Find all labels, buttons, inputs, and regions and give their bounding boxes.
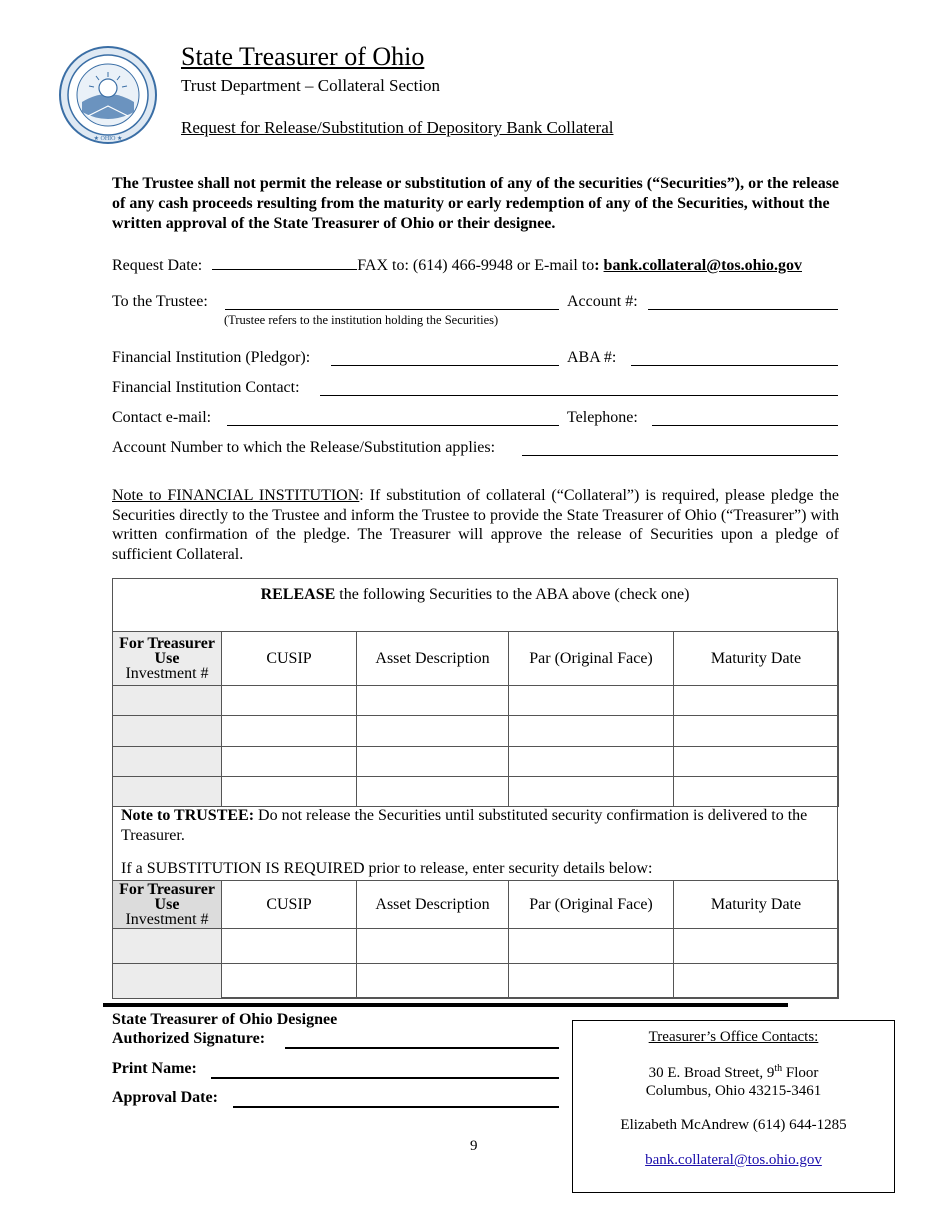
table-row	[113, 777, 839, 807]
release-bold: RELEASE	[260, 586, 336, 603]
aba-field[interactable]	[631, 350, 838, 366]
asset-cell[interactable]	[357, 964, 509, 999]
release-table-header	[113, 632, 839, 686]
maturity-cell[interactable]	[674, 686, 839, 716]
asset-cell[interactable]	[357, 929, 509, 964]
asset-cell[interactable]	[357, 777, 509, 807]
note-fi-label: Note to FINANCIAL INSTITUTION	[112, 487, 360, 504]
section-divider	[103, 1003, 788, 1007]
treasurer-contacts-box	[572, 1020, 895, 1193]
authorized-signature-label: Authorized Signature:	[112, 1030, 266, 1047]
table-row	[113, 686, 839, 716]
table-row	[113, 964, 839, 999]
cusip-cell[interactable]	[222, 964, 357, 999]
designee-label: State Treasurer of Ohio Designee	[112, 1011, 338, 1028]
par-cell[interactable]	[509, 929, 674, 964]
release-securities-table	[112, 631, 839, 807]
par-cell[interactable]	[509, 964, 674, 999]
financial-institution-label: Financial Institution (Pledgor):	[112, 349, 311, 366]
contact-email-label: Contact e-mail:	[112, 409, 212, 426]
maturity-date-header: Maturity Date	[674, 881, 839, 929]
par-header: Par (Original Face)	[509, 632, 674, 686]
treasurer-use-line1: For Treasurer	[119, 881, 215, 898]
maturity-cell[interactable]	[674, 777, 839, 807]
request-date-row	[112, 254, 802, 275]
authorized-signature-field[interactable]	[285, 1032, 559, 1049]
trustee-definition-note: (Trustee refers to the institution holding the Securities)	[224, 313, 499, 327]
asset-description-header: Asset Description	[357, 632, 509, 686]
treasurer-cell[interactable]	[113, 929, 222, 964]
treasurer-use-line2: Use	[154, 650, 180, 667]
maturity-date-header: Maturity Date	[674, 632, 839, 686]
note-to-trustee	[121, 806, 833, 846]
request-date-field[interactable]	[212, 254, 357, 270]
treasurer-use-line3: Investment #	[125, 665, 209, 682]
treasurer-use-header	[113, 632, 222, 686]
cusip-cell[interactable]	[222, 929, 357, 964]
fi-contact-label: Financial Institution Contact:	[112, 379, 300, 396]
ohio-treasurer-seal	[58, 42, 158, 148]
table-row	[113, 929, 839, 964]
contacts-heading: Treasurer’s Office Contacts:	[648, 1029, 819, 1045]
contacts-address-line2: Columbus, Ohio 43215-3461	[645, 1083, 822, 1099]
contact-email-field[interactable]	[227, 410, 559, 426]
treasurer-cell[interactable]	[113, 777, 222, 807]
page-number: 9	[470, 1138, 478, 1154]
request-date-label: Request Date:	[112, 257, 203, 274]
asset-cell[interactable]	[357, 686, 509, 716]
account-field[interactable]	[648, 294, 838, 310]
contacts-email-link[interactable]: bank.collateral@tos.ohio.gov	[645, 1152, 822, 1168]
maturity-cell[interactable]	[674, 964, 839, 999]
fax-text: FAX to: (614) 466-9948 or E-mail to	[357, 257, 595, 274]
substitution-securities-table	[112, 880, 839, 999]
cusip-cell[interactable]	[222, 686, 357, 716]
cusip-cell[interactable]	[222, 716, 357, 747]
aba-label: ABA #:	[567, 349, 617, 366]
treasurer-use-header	[113, 881, 222, 929]
contact-email-link[interactable]: bank.collateral@tos.ohio.gov	[603, 257, 802, 274]
par-cell[interactable]	[509, 686, 674, 716]
account-label: Account #:	[567, 293, 638, 310]
maturity-cell[interactable]	[674, 929, 839, 964]
treasurer-use-line1: For Treasurer	[119, 635, 215, 652]
print-name-field[interactable]	[211, 1062, 559, 1079]
note-to-financial-institution	[112, 486, 839, 564]
substitution-instruction: If a SUBSTITUTION IS REQUIRED prior to release, enter security details below:	[121, 860, 653, 877]
par-cell[interactable]	[509, 777, 674, 807]
treasurer-cell[interactable]	[113, 747, 222, 777]
asset-cell[interactable]	[357, 716, 509, 747]
seal-icon	[58, 42, 158, 148]
form-title: Request for Release/Substitution of Depository Bank Collateral	[181, 118, 614, 137]
table-row	[113, 747, 839, 777]
trustee-field[interactable]	[225, 294, 559, 310]
contacts-person: Elizabeth McAndrew (614) 644-1285	[620, 1117, 847, 1133]
par-cell[interactable]	[509, 716, 674, 747]
par-cell[interactable]	[509, 747, 674, 777]
release-text: the following Securities to the ABA above (check one)	[335, 586, 690, 603]
treasurer-cell[interactable]	[113, 716, 222, 747]
release-heading	[112, 586, 838, 604]
asset-description-header: Asset Description	[357, 881, 509, 929]
to-trustee-label: To the Trustee:	[112, 293, 208, 310]
note-trustee-label: Note to TRUSTEE:	[121, 807, 255, 824]
cusip-cell[interactable]	[222, 777, 357, 807]
department-subtitle: Trust Department – Collateral Section	[181, 76, 441, 95]
treasurer-use-line2: Use	[154, 896, 180, 913]
fi-contact-field[interactable]	[320, 380, 838, 396]
telephone-label: Telephone:	[567, 409, 638, 426]
financial-institution-field[interactable]	[331, 350, 559, 366]
fax-colon: :	[594, 257, 600, 274]
note-trustee-text: Do not release the Securities until substituted security confirmation is delivered to the Treasurer.	[121, 807, 808, 844]
trustee-warning: The Trustee shall not permit the release or substitution of any of the securities (“Securities”), or the release of any cash proceeds resulting from the maturity or early redemption of any of the Securities, without the written approval of the State Treasurer of Ohio or their designee.	[112, 175, 840, 232]
substitution-table-header	[113, 881, 839, 929]
svg-text:★ OHIO ★: ★ OHIO ★	[93, 136, 123, 142]
table-row	[113, 716, 839, 747]
account-number-label: Account Number to which the Release/Substitution applies:	[112, 439, 496, 456]
account-number-field[interactable]	[522, 440, 838, 456]
treasurer-cell[interactable]	[113, 964, 222, 999]
cusip-header: CUSIP	[222, 632, 357, 686]
note-fi-text: : If substitution of collateral (“Collateral”) is required, please pledge the Securities directly to the Trustee and inform the Trustee to provide the State Treasurer of Ohio (“Treasurer”) with written confirmation of the pledge. The Treasurer will approve the release of Securities upon a pledge of sufficient Collateral.	[112, 487, 840, 563]
treasurer-use-line3: Investment #	[125, 911, 209, 928]
cusip-cell[interactable]	[222, 747, 357, 777]
page-title: State Treasurer of Ohio	[181, 42, 425, 71]
address-ordinal: th	[774, 1063, 783, 1074]
contacts-address-line1	[573, 1060, 894, 1082]
approval-date-field[interactable]	[233, 1091, 559, 1108]
telephone-field[interactable]	[652, 410, 838, 426]
print-name-label: Print Name:	[112, 1060, 197, 1077]
par-header: Par (Original Face)	[509, 881, 674, 929]
treasurer-cell[interactable]	[113, 686, 222, 716]
cusip-header: CUSIP	[222, 881, 357, 929]
approval-date-label: Approval Date:	[112, 1089, 218, 1106]
maturity-cell[interactable]	[674, 747, 839, 777]
address-street: 30 E. Broad Street, 9	[648, 1065, 775, 1081]
asset-cell[interactable]	[357, 747, 509, 777]
address-floor: Floor	[782, 1065, 819, 1081]
maturity-cell[interactable]	[674, 716, 839, 747]
